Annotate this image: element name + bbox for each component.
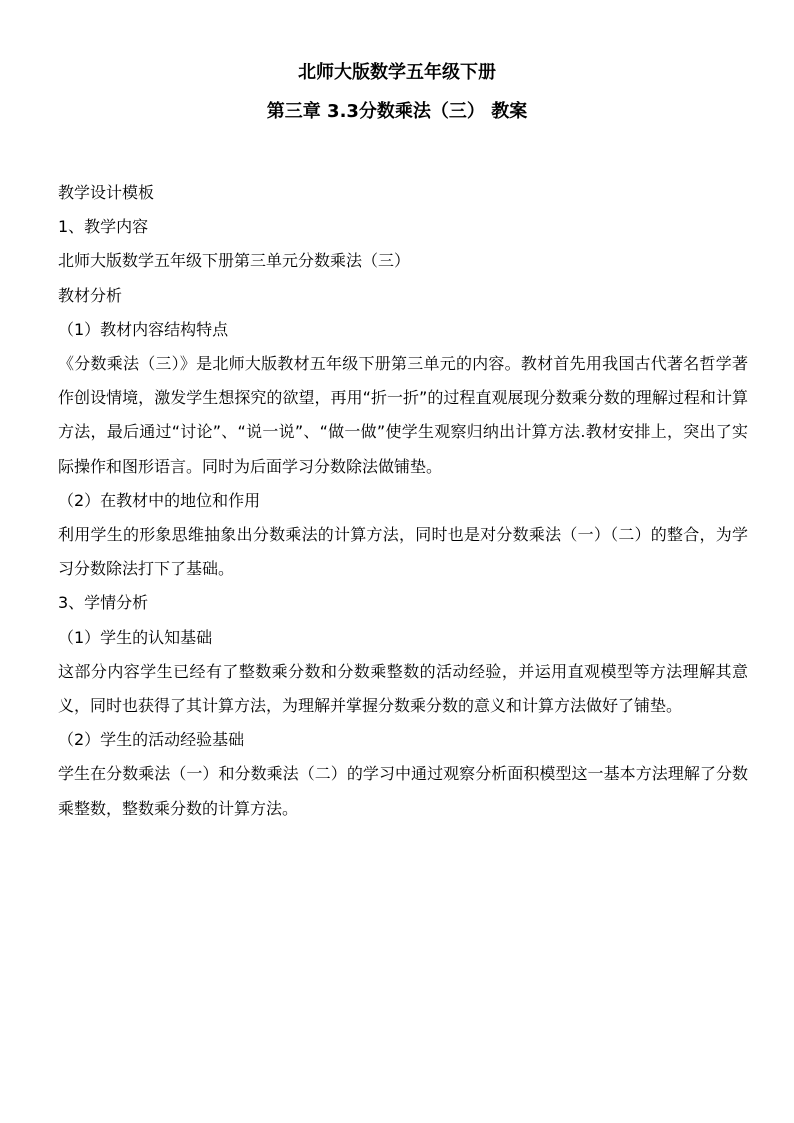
paragraph-activity-experience: 学生在分数乘法（一）和分数乘法（二）的学习中通过观察分析面积模型这一基本方法理解了分数乘整数，整数乘分数的计算方法。 (58, 764, 748, 818)
document-title: 北师大版数学五年级下册 (298, 62, 496, 83)
paragraph-cognitive-basis: 这部分内容学生已经有了整数乘分数和分数乘整数的活动经验，并运用直观模型等方法理解其意义，同时也获得了其计算方法，为理解并掌握分数乘分数的意义和计算方法做好了铺垫。 (58, 661, 748, 715)
section-heading-material-analysis: 教材分析 (58, 285, 123, 305)
teaching-content-text: 北师大版数学五年级下册第三单元分数乘法（三） (58, 251, 411, 271)
template-heading: 教学设计模板 (58, 183, 155, 202)
subheading-structure-features: （1）教材内容结构特点 (58, 319, 229, 339)
subheading-cognitive-basis: （1）学生的认知基础 (58, 627, 213, 647)
paragraph-structure-features: 《分数乘法（三）》是北师大版教材五年级下册第三单元的内容。教材首先用我国古代著名哲学著作创设情境，激发学生想探究的欲望，再用“折一折”的过程直观展现分数乘分数的理解过程和计算方法，最后通过“讨论”、“说一说”、“做一做”使学生观察归纳出计算方法.教材安排上，突出了实际操作和图形语言。同时为后面学习分数除法做铺垫。 (58, 353, 748, 476)
paragraph-position-role: 利用学生的形象思维抽象出分数乘法的计算方法，同时也是对分数乘法（一）（二）的整合，为学习分数除法打下了基础。 (58, 524, 748, 579)
document-subtitle: 第三章 3.3分数乘法（三） 教案 (266, 101, 528, 122)
subheading-activity-experience: （2）学生的活动经验基础 (58, 730, 245, 750)
section-heading-teaching-content: 1、教学内容 (58, 217, 149, 237)
section-heading-learner-analysis: 3、学情分析 (58, 593, 149, 613)
subheading-position-role: （2）在教材中的地位和作用 (58, 490, 261, 510)
document-body (58, 176, 748, 826)
